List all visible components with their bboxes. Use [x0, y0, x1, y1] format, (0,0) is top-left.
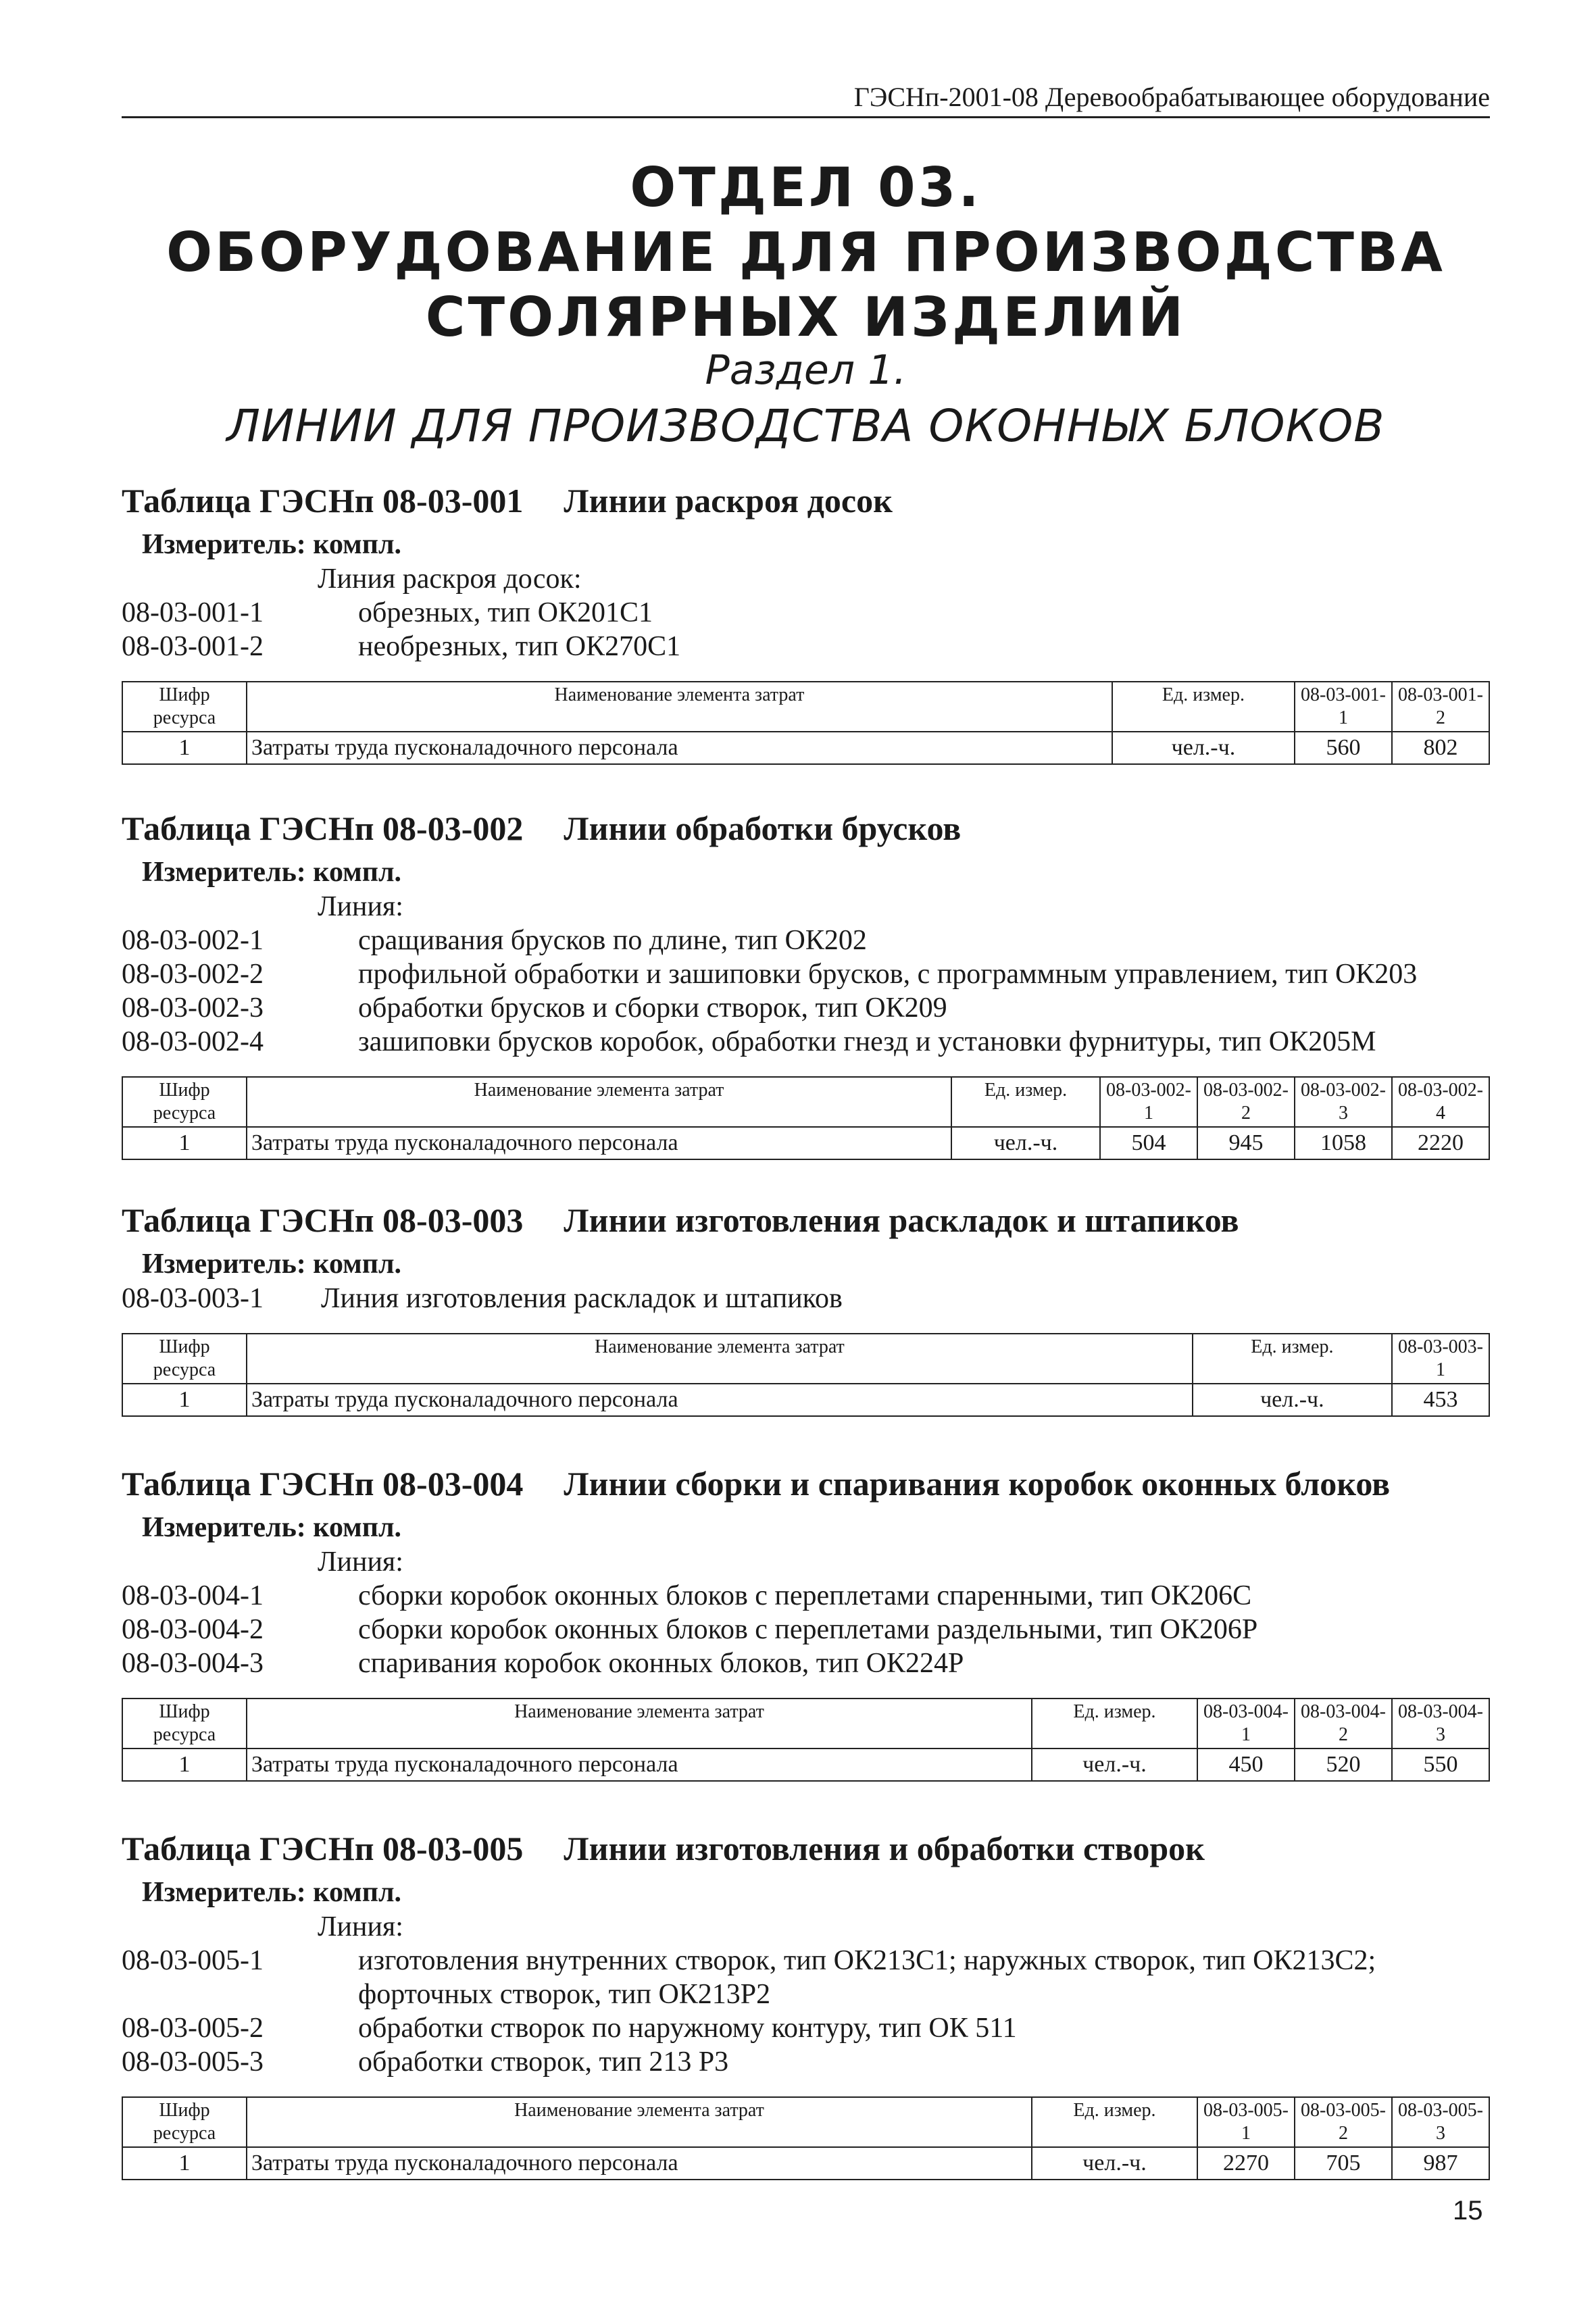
header-column-code: 08-03-004-1 — [1197, 1699, 1295, 1749]
header-name: Наименование элемента затрат — [247, 2097, 1032, 2147]
header-unit: Ед. измер. — [1032, 1699, 1197, 1749]
item-code: 08-03-004-3 — [122, 1648, 264, 1679]
list-item — [122, 1646, 1490, 1680]
header-unit: Ед. измер. — [1112, 682, 1295, 732]
item-description: обрезных, тип ОК201С1 — [358, 597, 653, 628]
item-description: сборки коробок оконных блоков с переплетами раздельными, тип ОК206Р — [358, 1614, 1258, 1645]
header-shifr: Шифр ресурса — [122, 2097, 247, 2147]
norm-table-section — [122, 1199, 1490, 1417]
item-code: 08-03-002-3 — [122, 992, 264, 1024]
item-description: Линия изготовления раскладок и штапиков — [321, 1283, 843, 1314]
item-description: спаривания коробок оконных блоков, тип ОК224Р — [358, 1648, 964, 1679]
header-column-code: 08-03-001-1 — [1295, 682, 1392, 732]
header-column-code: 08-03-005-2 — [1295, 2097, 1392, 2147]
item-code: 08-03-001-1 — [122, 597, 264, 628]
item-code: 08-03-001-2 — [122, 631, 264, 662]
list-item — [122, 1613, 1490, 1646]
header-column-code: 08-03-002-3 — [1295, 1077, 1392, 1127]
department-title-line: ОТДЕЛ 03. — [630, 156, 982, 219]
cell-value: 1058 — [1295, 1127, 1392, 1159]
header-column-code: 08-03-002-1 — [1100, 1077, 1197, 1127]
header-shifr: Шифр ресурса — [122, 1334, 247, 1384]
item-code: 08-03-002-4 — [122, 1026, 264, 1057]
measure-unit: Измеритель: компл. — [142, 1512, 402, 1543]
cost-table — [122, 2096, 1490, 2180]
section-number: Раздел 1. — [705, 347, 907, 394]
section-heading — [122, 345, 1490, 457]
list-item — [122, 596, 1490, 630]
table-code: Таблица ГЭСНп 08-03-002 — [122, 809, 524, 847]
cell-value: 520 — [1295, 1749, 1392, 1781]
table-title: Линии изготовления раскладок и штапиков — [564, 1201, 1239, 1239]
item-code: 08-03-005-1 — [122, 1945, 264, 1976]
cell-unit: чел.-ч. — [1112, 732, 1295, 764]
list-item — [122, 1025, 1490, 1059]
table-header-row — [122, 1077, 1489, 1127]
cell-value: 802 — [1392, 732, 1489, 764]
list-item — [122, 924, 1490, 957]
cell-shifr: 1 — [122, 2147, 247, 2180]
cost-table — [122, 1333, 1490, 1417]
list-item — [122, 630, 1490, 663]
cell-name: Затраты труда пусконаладочного персонала — [247, 732, 1112, 764]
item-description: обработки брусков и сборки створок, тип ОК209 — [358, 992, 947, 1024]
table-title: Линии сборки и спаривания коробок оконных блоков — [564, 1465, 1391, 1503]
header-column-code: 08-03-002-2 — [1197, 1077, 1295, 1127]
table-header-row — [122, 682, 1489, 732]
cell-unit: чел.-ч. — [1032, 2147, 1197, 2180]
norm-table-section — [122, 807, 1490, 1160]
table-title: Линии изготовления и обработки створок — [564, 1830, 1205, 1867]
cell-value: 560 — [1295, 732, 1392, 764]
table-heading — [122, 807, 1490, 849]
item-description: обработки створок по наружному контуру, тип ОК 511 — [358, 2013, 1017, 2044]
header-column-code: 08-03-004-3 — [1392, 1699, 1489, 1749]
table-header-row — [122, 1699, 1489, 1749]
item-code: 08-03-004-2 — [122, 1614, 264, 1645]
header-unit: Ед. измер. — [1032, 2097, 1197, 2147]
list-item — [122, 991, 1490, 1025]
header-shifr: Шифр ресурса — [122, 682, 247, 732]
cell-value: 504 — [1100, 1127, 1197, 1159]
header-unit: Ед. измер. — [1193, 1334, 1392, 1384]
table-heading — [122, 480, 1490, 522]
section-title: ЛИНИИ ДЛЯ ПРОИЗВОДСТВА ОКОННЫХ БЛОКОВ — [226, 400, 1385, 452]
table-row — [122, 1127, 1489, 1159]
header-column-code: 08-03-002-4 — [1392, 1077, 1489, 1127]
cell-value: 2270 — [1197, 2147, 1295, 2180]
item-description: сборки коробок оконных блоков с переплетами спаренными, тип ОК206С — [358, 1580, 1252, 1611]
item-description: зашиповки брусков коробок, обработки гнезд и установки фурнитуры, тип ОК205М — [358, 1026, 1376, 1057]
table-title: Линии раскроя досок — [564, 482, 893, 520]
cell-name: Затраты труда пусконаладочного персонала — [247, 1749, 1032, 1781]
table-title: Линии обработки брусков — [564, 809, 962, 847]
cell-unit: чел.-ч. — [1032, 1749, 1197, 1781]
cell-shifr: 1 — [122, 1127, 247, 1159]
department-title-line: СТОЛЯРНЫХ ИЗДЕЛИЙ — [425, 286, 1187, 349]
header-column-code: 08-03-001-2 — [1392, 682, 1489, 732]
table-row — [122, 1749, 1489, 1781]
department-title-line: ОБОРУДОВАНИЕ ДЛЯ ПРОИЗВОДСТВА — [166, 221, 1445, 284]
cell-unit: чел.-ч. — [1193, 1384, 1392, 1416]
header-name: Наименование элемента затрат — [247, 682, 1112, 732]
table-code: Таблица ГЭСНп 08-03-004 — [122, 1465, 524, 1503]
running-header: ГЭСНп-2001-08 Деревообрабатывающее оборудование — [122, 80, 1490, 118]
list-item — [122, 1282, 1490, 1315]
department-title — [122, 155, 1490, 350]
cell-value: 453 — [1392, 1384, 1489, 1416]
header-name: Наименование элемента затрат — [247, 1077, 951, 1127]
cell-unit: чел.-ч. — [951, 1127, 1100, 1159]
header-name: Наименование элемента затрат — [247, 1334, 1193, 1384]
header-name: Наименование элемента затрат — [247, 1699, 1032, 1749]
item-code: 08-03-005-3 — [122, 2046, 264, 2078]
norm-table-section — [122, 1463, 1490, 1782]
page-number: 15 — [1453, 2196, 1483, 2225]
table-code: Таблица ГЭСНп 08-03-003 — [122, 1201, 524, 1239]
list-item — [122, 2011, 1490, 2045]
header-unit: Ед. измер. — [951, 1077, 1100, 1127]
cell-value: 550 — [1392, 1749, 1489, 1781]
measure-unit: Измеритель: компл. — [142, 1249, 402, 1280]
table-heading — [122, 1828, 1490, 1869]
list-item — [122, 1579, 1490, 1613]
table-row — [122, 2147, 1489, 2180]
cell-value: 450 — [1197, 1749, 1295, 1781]
table-code: Таблица ГЭСНп 08-03-001 — [122, 482, 524, 520]
cost-table — [122, 681, 1490, 765]
list-lead: Линия раскроя досок: — [318, 563, 582, 595]
table-header-row — [122, 1334, 1489, 1384]
cell-name: Затраты труда пусконаладочного персонала — [247, 1384, 1193, 1416]
measure-unit: Измеритель: компл. — [142, 529, 402, 560]
cell-value: 987 — [1392, 2147, 1489, 2180]
cell-value: 705 — [1295, 2147, 1392, 2180]
item-description: профильной обработки и зашиповки брусков, с программным управлением, тип ОК203 — [358, 959, 1418, 990]
list-lead: Линия: — [318, 1546, 403, 1578]
cell-name: Затраты труда пусконаладочного персонала — [247, 1127, 951, 1159]
header-column-code: 08-03-005-3 — [1392, 2097, 1489, 2147]
list-lead: Линия: — [318, 1911, 403, 1942]
cost-table — [122, 1076, 1490, 1160]
item-description: обработки створок, тип 213 Р3 — [358, 2046, 729, 2078]
list-item — [122, 1944, 1490, 2011]
list-lead: Линия: — [318, 891, 403, 922]
table-code: Таблица ГЭСНп 08-03-005 — [122, 1830, 524, 1867]
header-column-code: 08-03-004-2 — [1295, 1699, 1392, 1749]
cell-value: 2220 — [1392, 1127, 1489, 1159]
measure-unit: Измеритель: компл. — [142, 1877, 402, 1908]
table-row — [122, 732, 1489, 764]
table-header-row — [122, 2097, 1489, 2147]
item-code: 08-03-002-1 — [122, 925, 264, 956]
table-heading — [122, 1463, 1490, 1505]
norm-table-section — [122, 1828, 1490, 2180]
cell-name: Затраты труда пусконаладочного персонала — [247, 2147, 1032, 2180]
list-item — [122, 957, 1490, 991]
cell-value: 945 — [1197, 1127, 1295, 1159]
cell-shifr: 1 — [122, 732, 247, 764]
item-code: 08-03-003-1 — [122, 1283, 264, 1314]
list-item — [122, 2045, 1490, 2079]
cell-shifr: 1 — [122, 1384, 247, 1416]
table-row — [122, 1384, 1489, 1416]
header-shifr: Шифр ресурса — [122, 1077, 247, 1127]
item-code: 08-03-005-2 — [122, 2013, 264, 2044]
header-shifr: Шифр ресурса — [122, 1699, 247, 1749]
cost-table — [122, 1698, 1490, 1782]
item-code: 08-03-004-1 — [122, 1580, 264, 1611]
table-heading — [122, 1199, 1490, 1241]
measure-unit: Измеритель: компл. — [142, 857, 402, 888]
item-description: изготовления внутренних створок, тип ОК213С1; наружных створок, тип ОК213С2; форточных створок, тип ОК213Р2 — [358, 1945, 1376, 2010]
item-code: 08-03-002-2 — [122, 959, 264, 990]
item-description: необрезных, тип ОК270С1 — [358, 631, 681, 662]
item-description: сращивания брусков по длине, тип ОК202 — [358, 925, 867, 956]
cell-shifr: 1 — [122, 1749, 247, 1781]
norm-table-section — [122, 480, 1490, 765]
header-column-code: 08-03-005-1 — [1197, 2097, 1295, 2147]
header-column-code: 08-03-003-1 — [1392, 1334, 1489, 1384]
